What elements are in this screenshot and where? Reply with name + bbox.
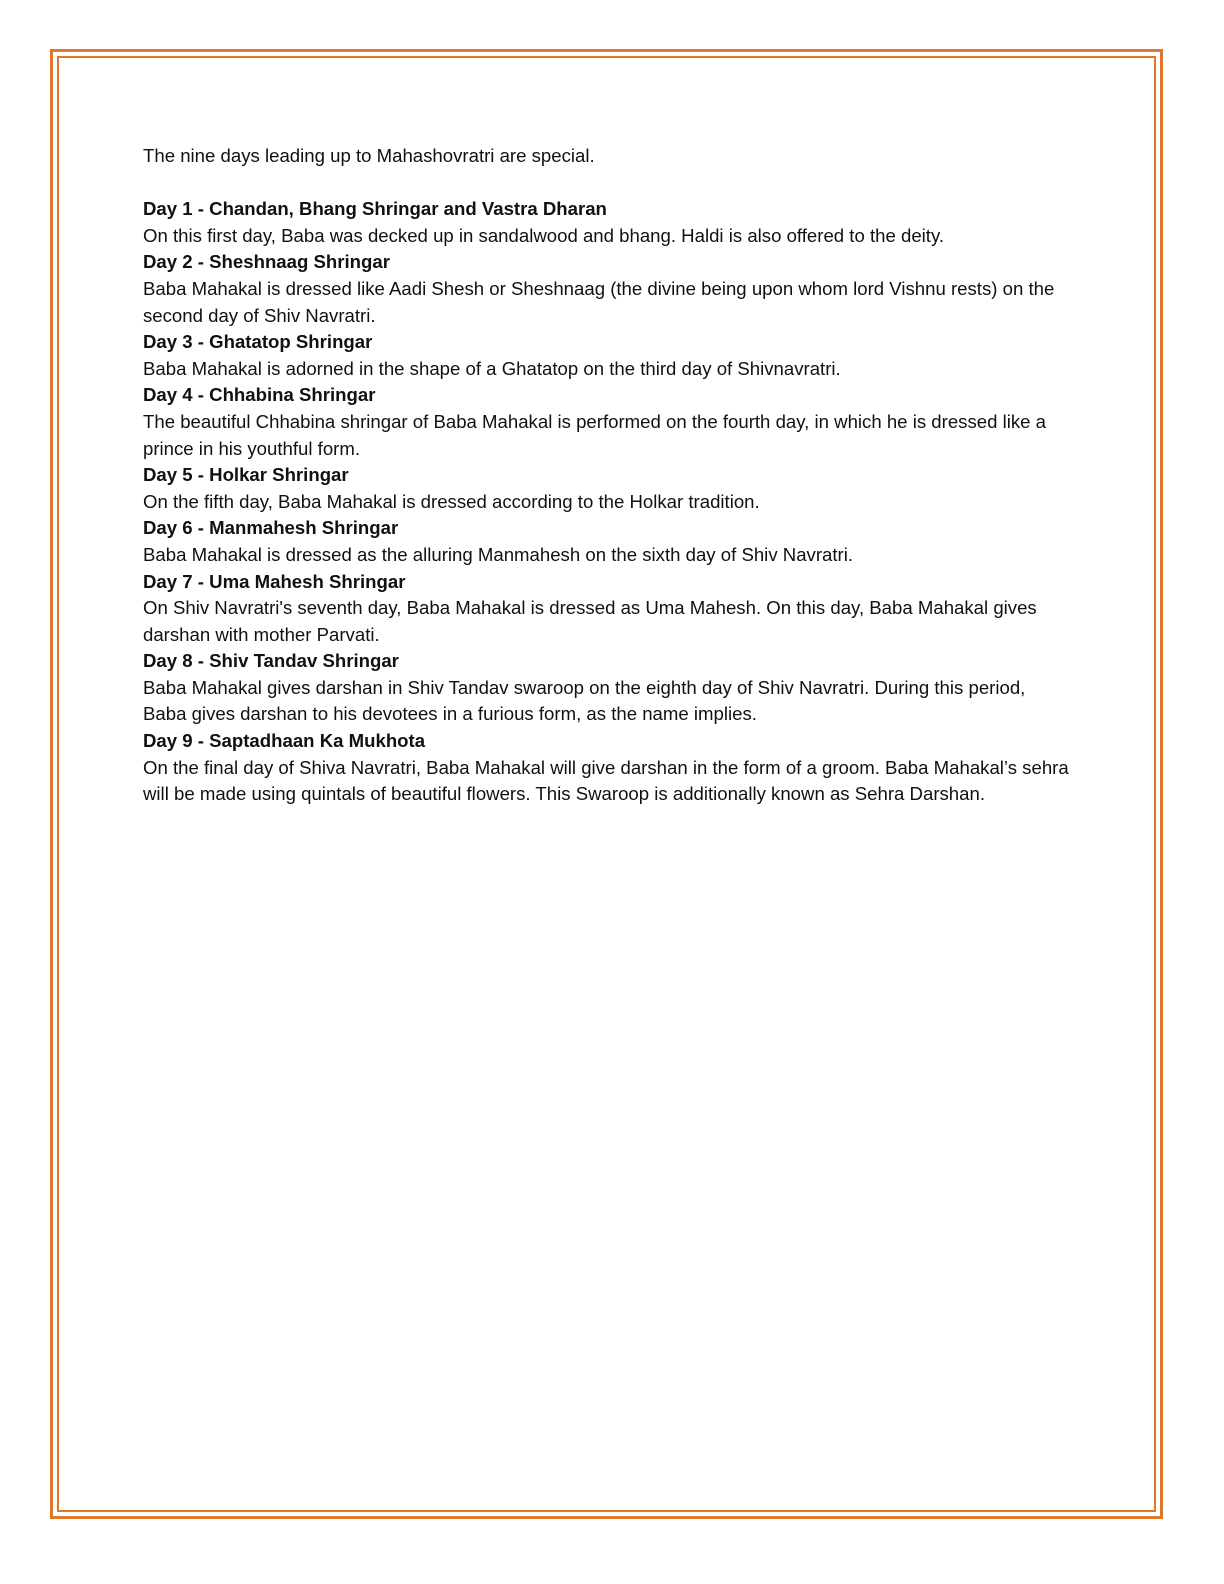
day-heading: Day 4 - Chhabina Shringar [143,384,376,406]
day-section-5 [143,462,1073,515]
day-description: Baba Mahakal is adorned in the shape of a Ghatatop on the third day of Shivnavratri. [143,357,841,379]
intro-paragraph: The nine days leading up to Mahashovratri are special. [143,145,595,166]
day-section-8 [143,648,1073,728]
document-body [143,143,1073,808]
day-section-4 [143,382,1073,462]
day-section-6 [143,515,1073,568]
day-description: On the final day of Shiva Navratri, Baba Mahakal will give darshan in the form of a groom. Baba Mahakal’s sehra will be made using quintals of beautiful flowers. This Swaroop is additionally known as Sehra Darshan. [143,756,1069,805]
day-section-2 [143,249,1073,329]
day-description: Baba Mahakal gives darshan in Shiv Tandav swaroop on the eighth day of Shiv Navratri. During this period, Baba gives darshan to his devotees in a furious form, as the name implies. [143,676,1026,725]
day-heading: Day 2 - Sheshnaag Shringar [143,251,390,273]
day-heading: Day 9 - Saptadhaan Ka Mukhota [143,730,426,752]
day-section-7 [143,569,1073,649]
day-heading: Day 8 - Shiv Tandav Shringar [143,650,399,672]
day-heading: Day 6 - Manmahesh Shringar [143,517,399,539]
day-section-9 [143,728,1073,808]
day-heading: Day 7 - Uma Mahesh Shringar [143,570,406,592]
day-heading: Day 5 - Holkar Shringar [143,464,349,486]
day-heading: Day 1 - Chandan, Bhang Shringar and Vastra Dharan [143,198,607,220]
day-description: On the fifth day, Baba Mahakal is dressed according to the Holkar tradition. [143,490,760,512]
day-description: Baba Mahakal is dressed like Aadi Shesh or Sheshnaag (the divine being upon whom lord Vishnu rests) on the second day of Shiv Navratri. [143,277,1055,326]
day-description: The beautiful Chhabina shringar of Baba Mahakal is performed on the fourth day, in which he is dressed like a prince in his youthful form. [143,410,1047,459]
day-section-3 [143,329,1073,382]
day-description: Baba Mahakal is dressed as the alluring Manmahesh on the sixth day of Shiv Navratri. [143,543,854,565]
day-heading: Day 3 - Ghatatop Shringar [143,331,373,353]
day-description: On this first day, Baba was decked up in sandalwood and bhang. Haldi is also offered to the deity. [143,224,945,246]
day-description: On Shiv Navratri's seventh day, Baba Mahakal is dressed as Uma Mahesh. On this day, Baba Mahakal gives darshan with mother Parvati. [143,597,1037,645]
day-section-1 [143,196,1073,249]
